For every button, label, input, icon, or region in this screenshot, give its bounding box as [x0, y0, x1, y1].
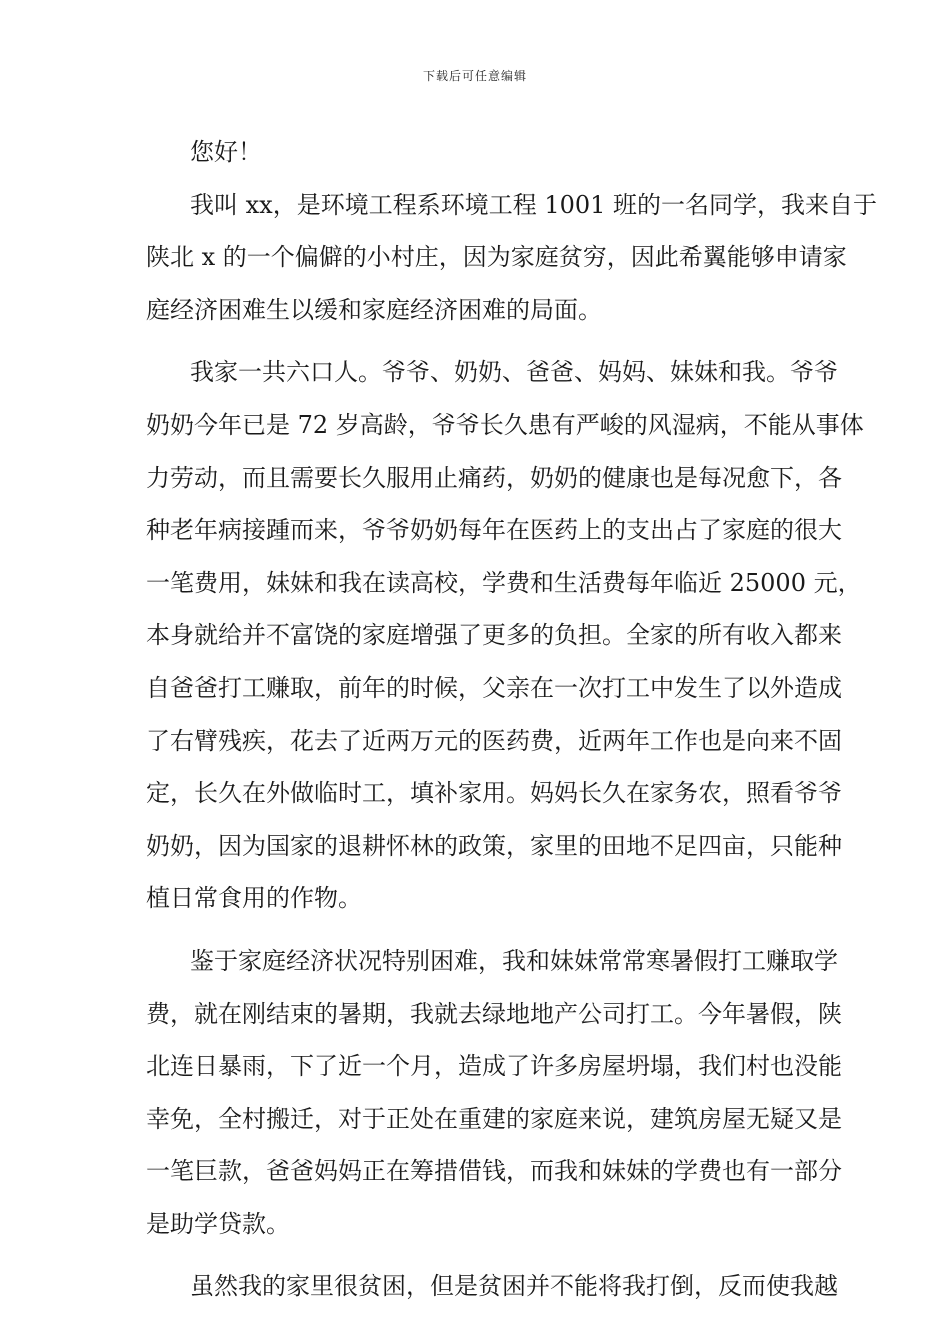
paragraph-line: 是助学贷款。	[146, 1209, 290, 1238]
paragraph-line: 一笔费用，妹妹和我在读高校，学费和生活费每年临近 25000 元，	[146, 568, 862, 597]
paragraph-line: 奶奶今年已是 72 岁高龄，爷爷长久患有严峻的风湿病，不能从事体	[146, 410, 864, 439]
paragraph-line: 一笔巨款，爸爸妈妈正在筹措借钱，而我和妹妹的学费也有一部分	[146, 1157, 842, 1186]
paragraph-line: 费，就在刚结束的暑期，我就去绿地地产公司打工。今年暑假，陕	[146, 999, 842, 1028]
paragraph-1	[146, 182, 878, 340]
paragraph-line: 我家一共六口人。爷爷、奶奶、爸爸、妈妈、妹妹和我。爷爷	[190, 358, 838, 387]
paragraph-line: 幸免，全村搬迁，对于正处在重建的家庭来说，建筑房屋无疑又是	[146, 1104, 842, 1133]
paragraph-line: 定，长久在外做临时工，填补家用。妈妈长久在家务农，照看爷爷	[146, 779, 842, 808]
paragraph-line: 种老年病接踵而来，爷爷奶奶每年在医药上的支出占了家庭的很大	[146, 516, 842, 545]
paragraph-line: 虽然我的家里很贫困，但是贫困并不能将我打倒，反而使我越	[190, 1272, 838, 1301]
paragraph-line: 奶奶，因为国家的退耕怀林的政策，家里的田地不足四亩，只能种	[146, 831, 842, 860]
greeting: 您好！	[190, 138, 262, 166]
paragraph-line: 鉴于家庭经济状况特别困难，我和妹妹常常寒暑假打工赚取学	[190, 946, 838, 975]
paragraph-line: 庭经济困难生以缓和家庭经济困难的局面。	[146, 295, 602, 324]
paragraph-line: 了右臂残疾，花去了近两万元的医药费，近两年工作也是向来不固	[146, 726, 842, 755]
paragraph-line: 北连日暴雨，下了近一个月，造成了许多房屋坍塌，我们村也没能	[146, 1052, 842, 1081]
paragraph-4	[146, 1263, 838, 1316]
paragraph-3	[146, 938, 842, 1254]
paragraph-line: 力劳动，而且需要长久服用止痛药，奶奶的健康也是每况愈下，各	[146, 463, 842, 492]
paragraph-line: 陕北 x 的一个偏僻的小村庄，因为家庭贫穷，因此希翼能够申请家	[146, 243, 847, 272]
document-body	[146, 129, 878, 1316]
paragraph-line: 植日常食用的作物。	[146, 884, 362, 913]
paragraph-2	[146, 349, 864, 928]
paragraph-line: 本身就给并不富饶的家庭增强了更多的负担。全家的所有收入都来	[146, 621, 842, 650]
paragraph-line: 我叫 xx，是环境工程系环境工程 1001 班的一名同学，我来自于	[190, 190, 878, 219]
paragraph-line: 自爸爸打工赚取，前年的时候，父亲在一次打工中发生了以外造成	[146, 673, 842, 702]
page-header-note: 下载后可任意编辑	[422, 69, 527, 83]
